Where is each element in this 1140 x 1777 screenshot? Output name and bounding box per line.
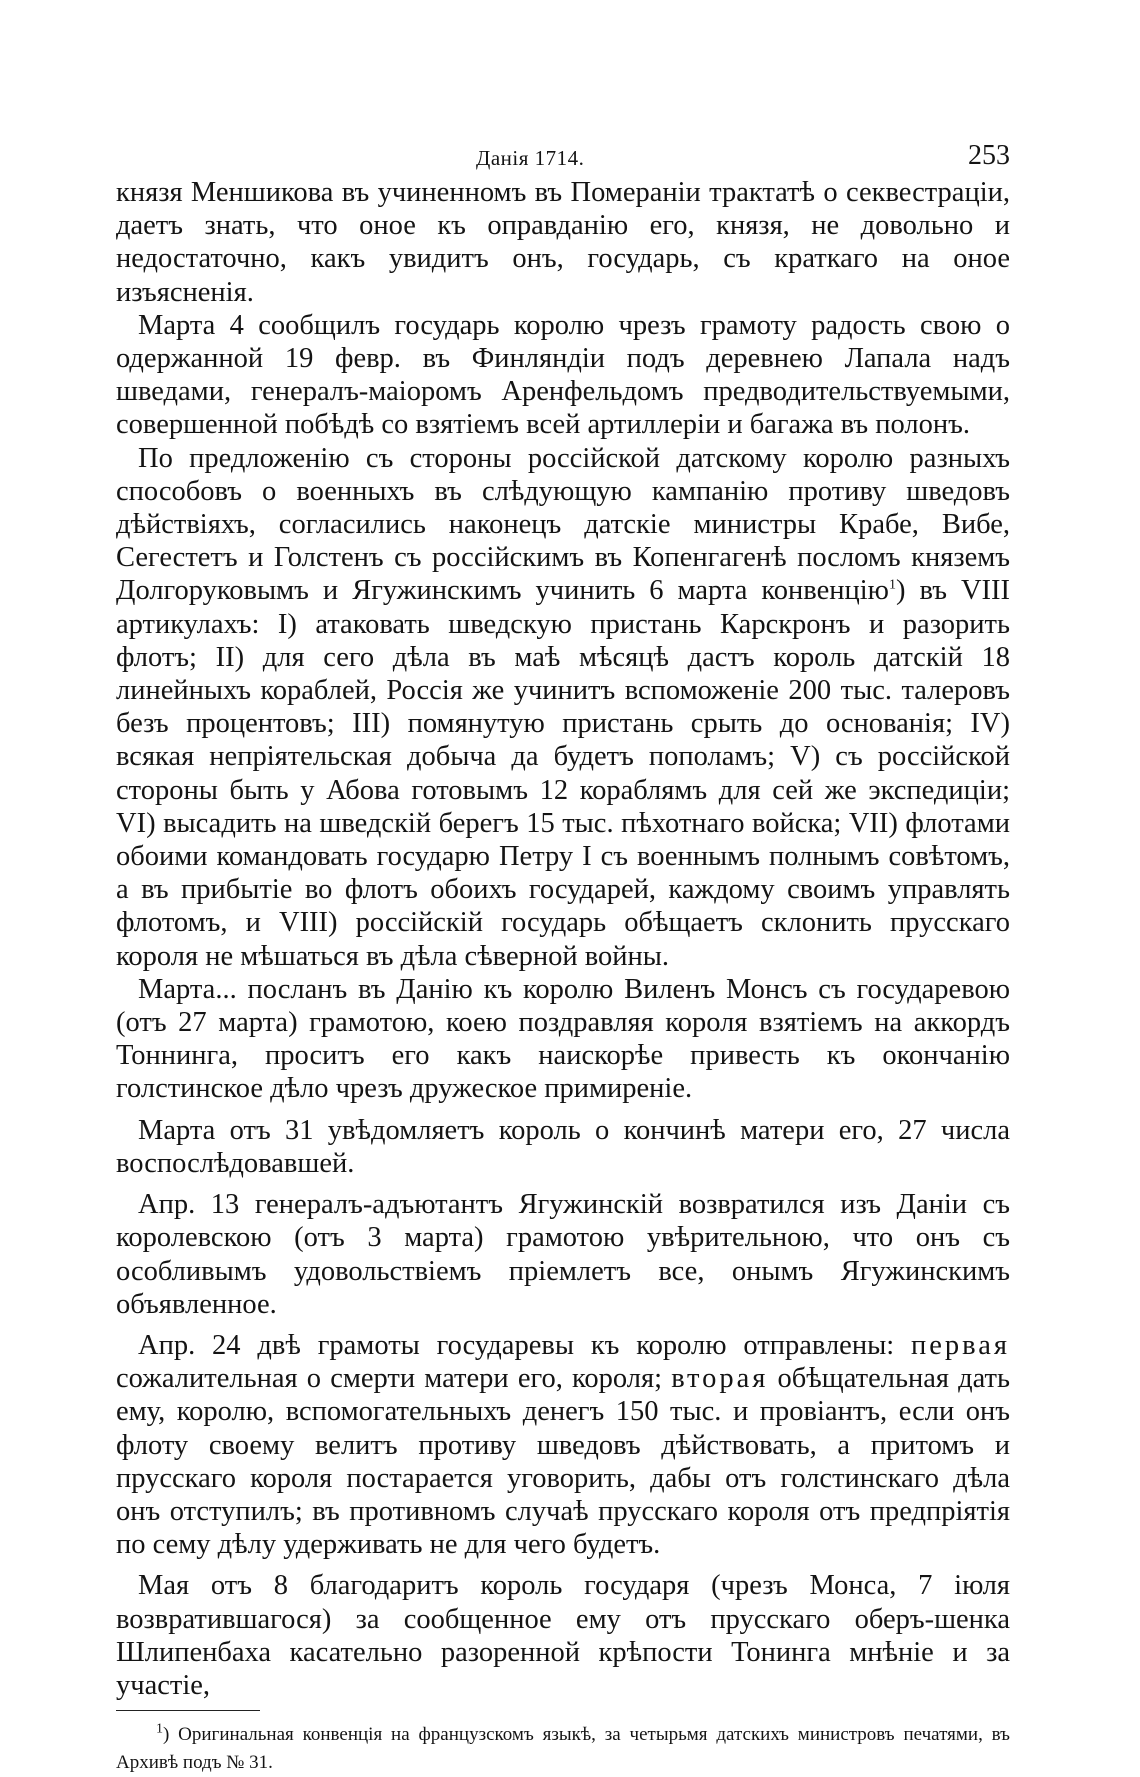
paragraph-continuation: князя Меншикова въ учиненномъ въ Помераніи трактатѣ о секвестраціи, даетъ знать, что оное къ оправданію его, князя, не довольно и недостаточно, какъ увидитъ онъ, государь, съ краткаго на оное изъясненія. — [116, 177, 1010, 308]
page-header — [116, 136, 1010, 176]
paragraph-with-footnote — [116, 442, 1010, 973]
paragraph: Марта... посланъ въ Данію къ королю Виленъ Монсъ съ государевою (отъ 27 марта) грамотою, коею поздравляя короля взятіемъ на аккордъ Тоннинга, проситъ его какъ наискорѣе привесть къ окончанію голстинское дѣло чрезъ дружеское примиреніе. — [116, 973, 1010, 1105]
paragraph: Марта отъ 31 увѣдомляетъ король о кончинѣ матери его, 27 числа воспослѣдовавшей. — [116, 1114, 1010, 1179]
footnote-marker: 1 — [156, 1721, 163, 1737]
footnote-text: ) Оригинальная конвенція на французскомъ языкѣ, за четырьмя датскихъ министровъ печатями, въ Архивѣ подъ № 31. — [116, 1724, 1010, 1774]
footnote-divider — [116, 1710, 260, 1711]
book-page — [116, 136, 1010, 1777]
paragraph-text: По предложенію съ стороны россійской датскому королю разныхъ способовъ о военныхъ въ слѣдующую кампанію противу шведовъ дѣйствіяхъ, согласились наконецъ датскіе министры Крабе, Вибе, Сегестетъ и Голстенъ съ россійскимъ въ Копенгагенѣ посломъ княземъ Долгоруковымъ и Ягужинскимъ учинить 6 марта конвенцію — [116, 442, 1010, 607]
paragraph-text: Апр. 24 двѣ грамоты государевы къ королю отправлены: — [138, 1329, 895, 1361]
footnote-reference: 1 — [888, 577, 896, 593]
paragraph: Мая отъ 8 благодаритъ король государя (чрезъ Монса, 7 іюля возвратившагося) за сообщенное ему отъ прусскаго оберъ-шенка Шлипенбаха касательно разоренной крѣпости Тонинга мнѣніе и за участіе, — [116, 1570, 1010, 1701]
main-text — [116, 176, 1010, 1702]
page-number: 253 — [968, 140, 1010, 171]
paragraph: Апр. 13 генералъ-адъютантъ Ягужинскій возвратился изъ Даніи съ королевскою (отъ 3 марта) грамотою увѣрительною, что онъ съ особливымъ удовольствіемъ пріемлетъ все, онымъ Ягужинскимъ объявленное. — [116, 1189, 1010, 1320]
footnote — [116, 1721, 1010, 1777]
spaced-word: первая — [911, 1329, 1010, 1361]
paragraph-text: обѣщательная дать ему, королю, вспомогательныхъ денегъ 150 тыс. и провіантъ, если онъ флоту своему велитъ противу шведовъ дѣйствовать, а притомъ и прусскаго короля постарается уговорить, дабы отъ голстинскаго дѣла онъ отступилъ; въ противномъ случаѣ прусскаго короля отъ предпріятія по сему дѣлу удерживать не для чего будетъ. — [116, 1363, 1010, 1561]
running-title: Данія 1714. — [476, 146, 585, 170]
spaced-word: вторая — [671, 1363, 769, 1395]
paragraph-text: ) въ VIII артикулахъ: I) атаковать шведскую пристань Карскронъ и разорить флотъ; II) для сего дѣла въ маѣ мѣсяцѣ дастъ король датскій 18 линейныхъ кораблей, Россія же учинитъ вспоможеніе 200 тыс. талеровъ безъ процентовъ; III) помянутую пристань срыть до основанія; IV) всякая непріятельская добыча да будетъ пополамъ; V) съ россійской стороны быть у Абова готовымъ 12 кораблямъ для сей же экспедиціи; VI) высадить на шведскій берегъ 15 тыс. пѣхотнаго войска; VII) флотами обоими командовать государю Петру I съ военнымъ полнымъ совѣтомъ, а въ прибытіе во флотъ обоихъ государей, каждому своимъ управлять флотомъ, и VIII) россійскій государь обѣщаетъ склонить прусскаго короля не мѣшаться въ дѣла сѣверной войны. — [116, 575, 1011, 972]
paragraph: Марта 4 сообщилъ государь королю чрезъ грамоту радость свою о одержанной 19 февр. въ Финляндіи подъ деревнею Лапала надъ шведами, генералъ-маіоромъ Аренфельдомъ предводительствуемыми, совершенной побѣдѣ со взятіемъ всей артиллеріи и багажа въ полонъ. — [116, 309, 1010, 441]
paragraph-text: сожалительная о смерти матери его, короля; — [116, 1363, 663, 1395]
paragraph-with-spaced-words — [116, 1329, 1010, 1561]
